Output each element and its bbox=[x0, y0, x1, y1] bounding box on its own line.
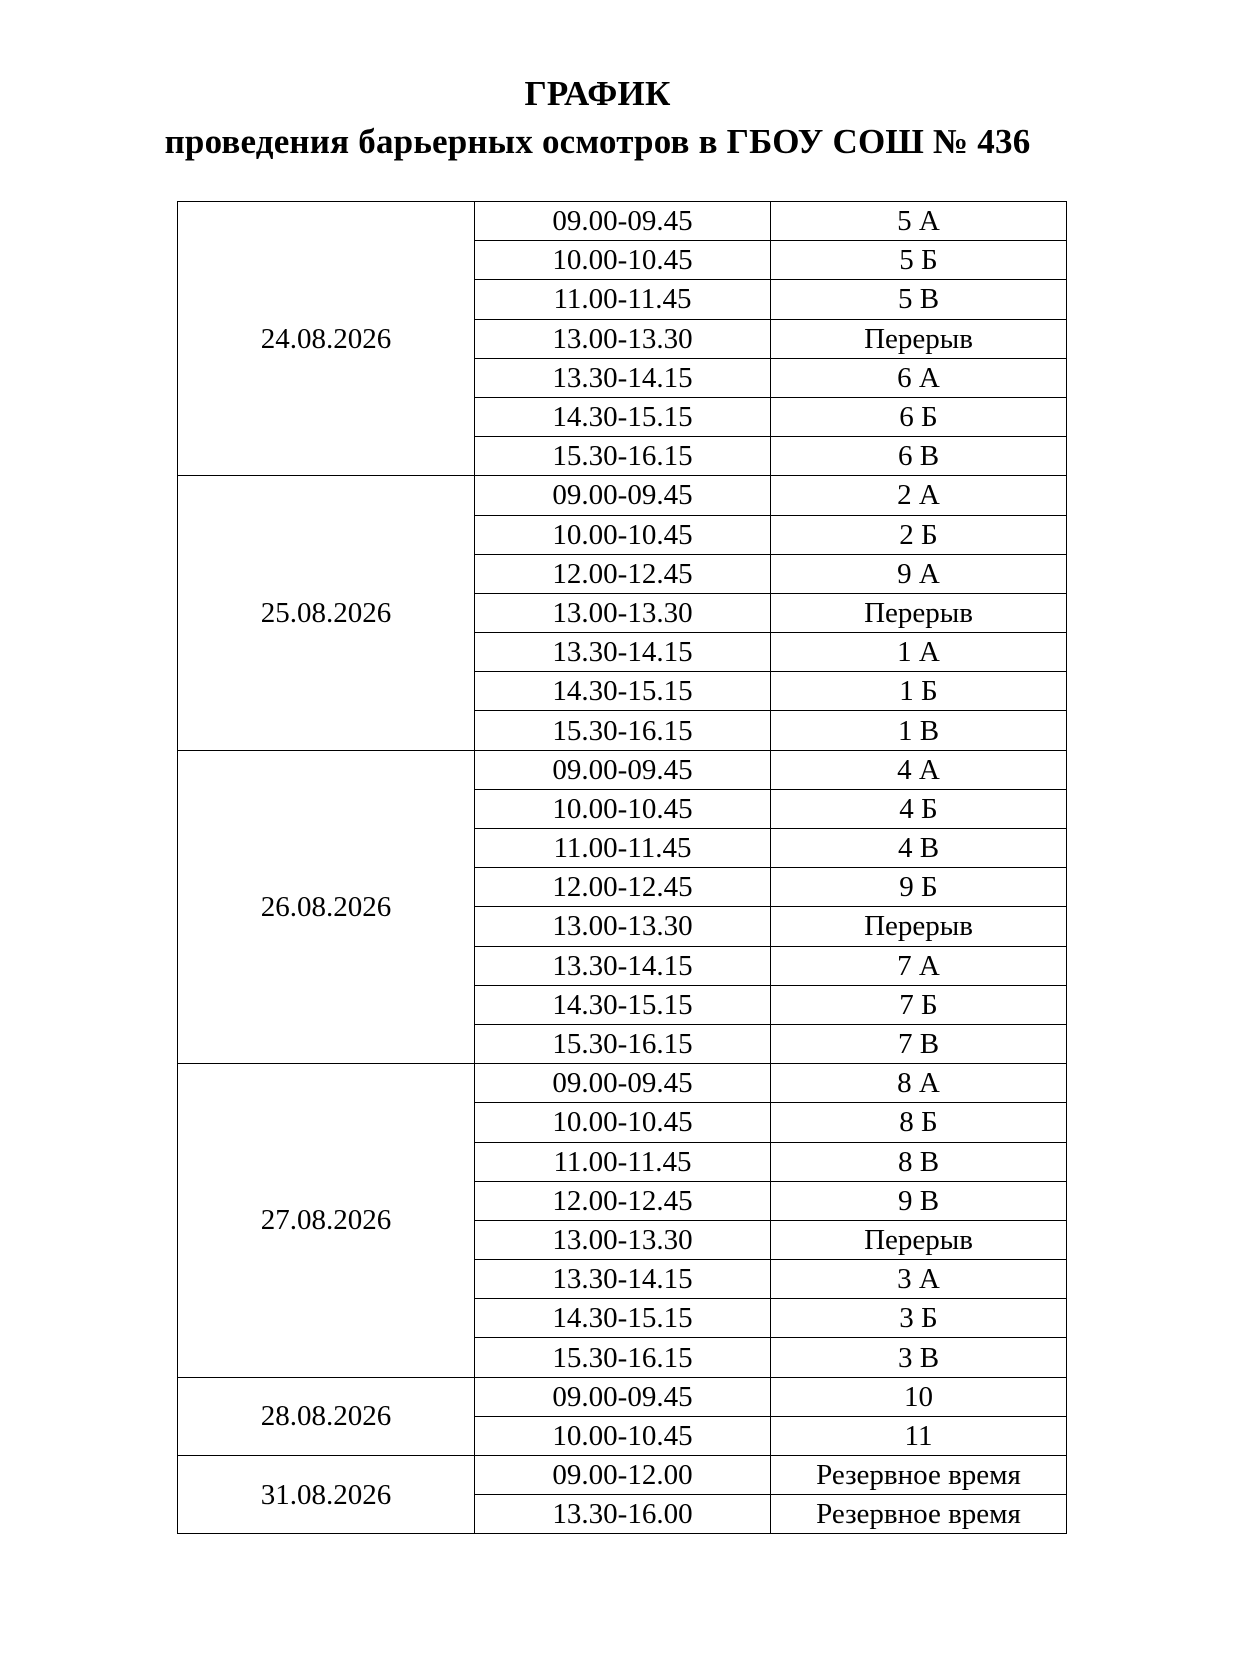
time-cell: 09.00-09.45 bbox=[475, 476, 771, 515]
class-cell: 11 bbox=[771, 1416, 1067, 1455]
class-cell: 7 В bbox=[771, 1024, 1067, 1063]
time-cell: 15.30-16.15 bbox=[475, 1024, 771, 1063]
time-cell: 09.00-09.45 bbox=[475, 1377, 771, 1416]
class-cell: 5 А bbox=[771, 202, 1067, 241]
class-cell: Резервное время bbox=[771, 1456, 1067, 1495]
time-cell: 13.00-13.30 bbox=[475, 1220, 771, 1259]
time-cell: 11.00-11.45 bbox=[475, 280, 771, 319]
time-cell: 12.00-12.45 bbox=[475, 868, 771, 907]
table-row bbox=[178, 750, 1067, 789]
class-cell: 9 В bbox=[771, 1181, 1067, 1220]
class-cell: Перерыв bbox=[771, 593, 1067, 632]
class-cell: Перерыв bbox=[771, 1220, 1067, 1259]
date-cell: 25.08.2026 bbox=[178, 476, 475, 750]
class-cell: Резервное время bbox=[771, 1495, 1067, 1534]
table-row bbox=[178, 202, 1067, 241]
date-cell: 24.08.2026 bbox=[178, 202, 475, 476]
date-cell: 26.08.2026 bbox=[178, 750, 475, 1064]
class-cell: Перерыв bbox=[771, 907, 1067, 946]
time-cell: 09.00-12.00 bbox=[475, 1456, 771, 1495]
class-cell: 1 А bbox=[771, 633, 1067, 672]
time-cell: 13.30-14.15 bbox=[475, 946, 771, 985]
time-cell: 10.00-10.45 bbox=[475, 1416, 771, 1455]
class-cell: 4 В bbox=[771, 829, 1067, 868]
class-cell: 4 А bbox=[771, 750, 1067, 789]
table-row bbox=[178, 1456, 1067, 1495]
table-row bbox=[178, 1064, 1067, 1103]
time-cell: 14.30-15.15 bbox=[475, 672, 771, 711]
class-cell: 6 В bbox=[771, 437, 1067, 476]
time-cell: 13.30-14.15 bbox=[475, 633, 771, 672]
time-cell: 15.30-16.15 bbox=[475, 437, 771, 476]
class-cell: 2 Б bbox=[771, 515, 1067, 554]
schedule-body bbox=[178, 202, 1067, 1534]
class-cell: 1 В bbox=[771, 711, 1067, 750]
time-cell: 10.00-10.45 bbox=[475, 241, 771, 280]
class-cell: 5 В bbox=[771, 280, 1067, 319]
class-cell: 8 Б bbox=[771, 1103, 1067, 1142]
date-cell: 27.08.2026 bbox=[178, 1064, 475, 1378]
table-row bbox=[178, 476, 1067, 515]
class-cell: 6 Б bbox=[771, 397, 1067, 436]
class-cell: 3 А bbox=[771, 1260, 1067, 1299]
class-cell: 10 bbox=[771, 1377, 1067, 1416]
time-cell: 11.00-11.45 bbox=[475, 1142, 771, 1181]
time-cell: 13.30-16.00 bbox=[475, 1495, 771, 1534]
time-cell: 14.30-15.15 bbox=[475, 985, 771, 1024]
class-cell: 7 А bbox=[771, 946, 1067, 985]
time-cell: 12.00-12.45 bbox=[475, 1181, 771, 1220]
class-cell: 3 В bbox=[771, 1338, 1067, 1377]
class-cell: 2 А bbox=[771, 476, 1067, 515]
class-cell: 9 Б bbox=[771, 868, 1067, 907]
time-cell: 13.00-13.30 bbox=[475, 319, 771, 358]
time-cell: 10.00-10.45 bbox=[475, 789, 771, 828]
time-cell: 14.30-15.15 bbox=[475, 397, 771, 436]
table-row bbox=[178, 1377, 1067, 1416]
time-cell: 13.00-13.30 bbox=[475, 907, 771, 946]
class-cell: 4 Б bbox=[771, 789, 1067, 828]
time-cell: 15.30-16.15 bbox=[475, 711, 771, 750]
page-title: ГРАФИК bbox=[524, 74, 671, 113]
time-cell: 13.30-14.15 bbox=[475, 358, 771, 397]
date-cell: 31.08.2026 bbox=[178, 1456, 475, 1534]
time-cell: 09.00-09.45 bbox=[475, 1064, 771, 1103]
time-cell: 14.30-15.15 bbox=[475, 1299, 771, 1338]
class-cell: Перерыв bbox=[771, 319, 1067, 358]
class-cell: 9 А bbox=[771, 554, 1067, 593]
class-cell: 6 А bbox=[771, 358, 1067, 397]
class-cell: 8 А bbox=[771, 1064, 1067, 1103]
time-cell: 11.00-11.45 bbox=[475, 829, 771, 868]
time-cell: 12.00-12.45 bbox=[475, 554, 771, 593]
time-cell: 10.00-10.45 bbox=[475, 1103, 771, 1142]
class-cell: 5 Б bbox=[771, 241, 1067, 280]
class-cell: 8 В bbox=[771, 1142, 1067, 1181]
time-cell: 13.00-13.30 bbox=[475, 593, 771, 632]
schedule-table bbox=[177, 201, 1067, 1534]
date-cell: 28.08.2026 bbox=[178, 1377, 475, 1455]
time-cell: 15.30-16.15 bbox=[475, 1338, 771, 1377]
class-cell: 1 Б bbox=[771, 672, 1067, 711]
time-cell: 10.00-10.45 bbox=[475, 515, 771, 554]
page-subtitle: проведения барьерных осмотров в ГБОУ СОШ № 436 bbox=[164, 122, 1031, 161]
time-cell: 09.00-09.45 bbox=[475, 202, 771, 241]
time-cell: 09.00-09.45 bbox=[475, 750, 771, 789]
class-cell: 3 Б bbox=[771, 1299, 1067, 1338]
class-cell: 7 Б bbox=[771, 985, 1067, 1024]
time-cell: 13.30-14.15 bbox=[475, 1260, 771, 1299]
